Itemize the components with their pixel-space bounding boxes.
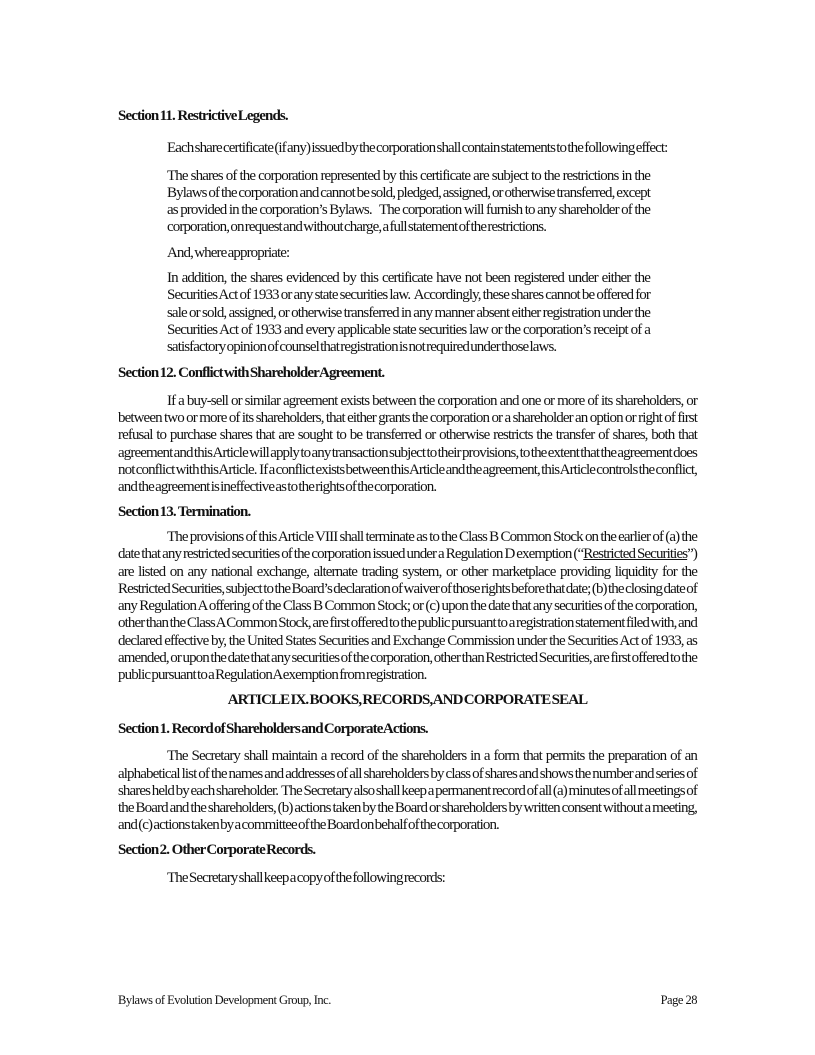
section-11-where-appropriate: And, where appropriate: [167, 244, 290, 261]
section-13-heading: Section 13. Termination. [118, 503, 251, 520]
footer-page-number: Page 28 [660, 993, 697, 1007]
page-footer [118, 993, 697, 1008]
section-13-body-part2: ”) are listed on any national exchange, alternate trading system, or other marketplace providing liquidity for the Restricted Securities, subject to the Board’s declaration of waiver of those rights before that date; (b) the closing date of any Regulation A offering of the Class B Common Stock; or (c) upon the date that any securities of the corporation, other than the Class A Common Stock, are first offered to the public pursuant to a registration statement filed with, and declared effective by, the United States Securities and Exchange Commission under the Securities Act of 1933, as amended, or upon the date that any securities of the corporation, other than Restricted Securities, are first offered to the public pursuant to a Regulation A exemption from registration. [118, 546, 699, 684]
footer-document-title: Bylaws of Evolution Development Group, Inc. [118, 993, 331, 1007]
section-11-legend-quote-2: In addition, the shares evidenced by this certificate have not been registered under either the Securities Act of 1933 or any state securities law. Accordingly, these shares cannot be offered for sale or sold, assigned, or otherwise transferred in any manner absent either registration under the Securities Act of 1933 and every applicable state securities law or the corporation’s receipt of a satisfactory opinion of counsel that registration is not required under those laws. [167, 270, 652, 356]
section-13-body [118, 529, 697, 685]
article-ix-section-2-heading: Section 2. Other Corporate Records. [118, 841, 316, 858]
article-ix-heading: ARTICLE IX. BOOKS, RECORDS, AND CORPORATE SEAL [227, 691, 588, 708]
section-11-intro: Each share certificate (if any) issued by the corporation shall contain statements to the following effect: [167, 140, 668, 157]
section-13-body-part1: The provisions of this Article VIII shall terminate as to the Class B Common Stock on the earlier of (a) the date that any restricted securities of the corporation issued under a Regulation D exemption (“ [118, 528, 699, 563]
section-12-body: If a buy-sell or similar agreement exists between the corporation and one or more of its shareholders, or between two or more of its shareholders, that either grants the corporation or a shareholder an option or right of first refusal to purchase shares that are sought to be transferred or otherwise restricts the transfer of shares, both that agreement and this Article will apply to any transaction subject to their provisions, to the extent that the agreement does not conflict with this Article. If a conflict exists between this Article and the agreement, this Article controls the conflict, and the agreement is ineffective as to the rights of the corporation. [118, 392, 699, 496]
section-11-heading: Section 11. Restrictive Legends. [118, 108, 288, 124]
section-11-legend-quote-1: The shares of the corporation represented by this certificate are subject to the restrictions in the Bylaws of the corporation and cannot be sold, pledged, assigned, or otherwise transferred, except as provided in the corporation’s Bylaws. The corporation will furnish to any shareholder of the corporation, on request and without charge, a full statement of the restrictions. [167, 167, 652, 236]
restricted-securities-defined-term: Restricted Securities [583, 546, 688, 563]
article-ix-section-1-heading: Section 1. Record of Shareholders and Corporate Actions. [118, 720, 428, 737]
page-body [118, 108, 697, 887]
article-ix-section-2-body: The Secretary shall keep a copy of the following records: [167, 869, 445, 886]
article-ix-section-1-body: The Secretary shall maintain a record of the shareholders in a form that permits the preparation of an alphabetical list of the names and addresses of all shareholders by class of shares and shows the number and series of shares held by each shareholder. The Secretary also shall keep a permanent record of all (a) minutes of all meetings of the Board and the shareholders, (b) actions taken by the Board or shareholders by written consent without a meeting, and (c) actions taken by a committee of the Board on behalf of the corporation. [118, 748, 699, 834]
section-12-heading: Section 12. Conflict with Shareholder Agreement. [118, 364, 385, 381]
